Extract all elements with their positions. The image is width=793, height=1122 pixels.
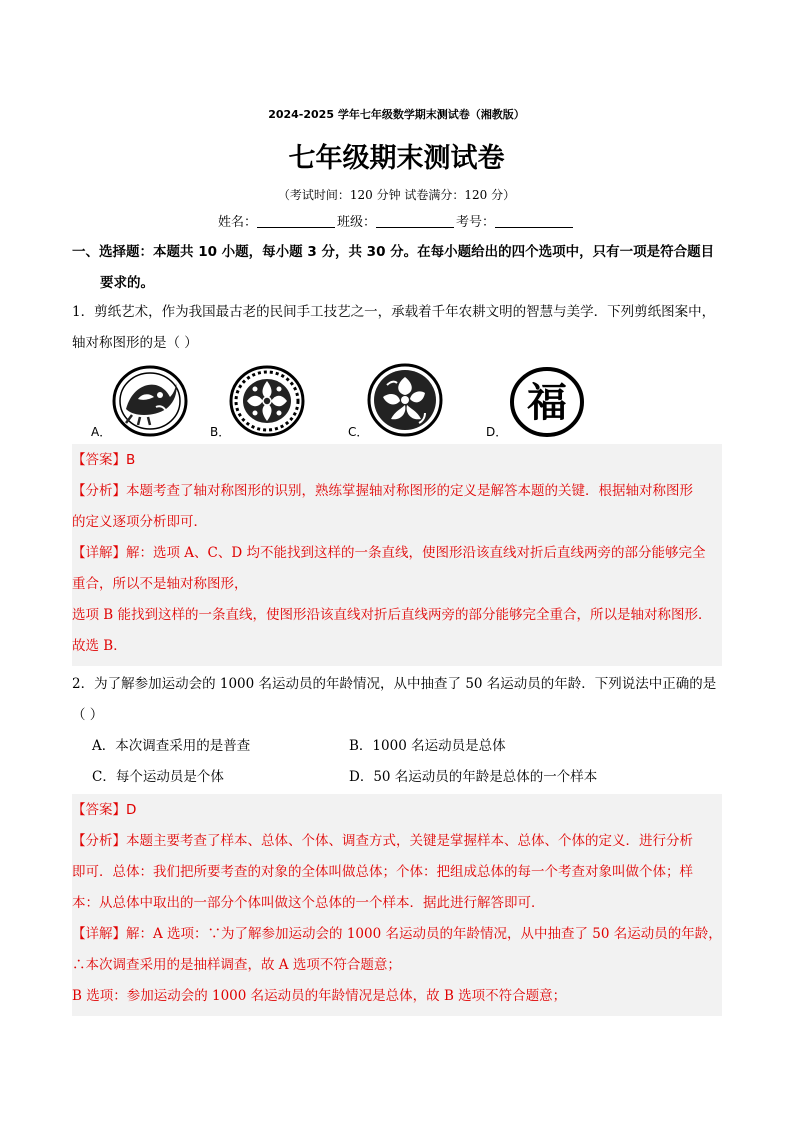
class-label: 班级：: [337, 215, 377, 230]
q2-option-c[interactable]: C．每个运动员是个体: [92, 769, 224, 785]
question-1-stem-line1: 1．剪纸艺术，作为我国最古老的民间手工技艺之一，承载着千年农耕文明的智慧与美学．下列剪纸图案中，: [72, 304, 716, 320]
q2-detail-line3: B 选项：参加运动会的 1000 名运动员的年龄情况是总体，故 B 选项不符合题意；: [72, 988, 567, 1004]
q2-detail-line2: ∴本次调查采用的是抽样调查，故 A 选项不符合题意；: [72, 957, 401, 973]
q2-option-a[interactable]: A．本次调查采用的是普查: [92, 738, 251, 754]
q2-answer-box: [72, 794, 722, 1016]
name-label: 姓名：: [218, 215, 258, 230]
exam-time-score: （考试时间：120 分钟 试卷满分：120 分）: [277, 188, 516, 202]
number-label: 考号：: [456, 215, 496, 230]
q1-detail: 【详解】解：选项 A、C、D 均不能找到这样的一条直线，使图形沿该直线对折后直线两旁的部分能够完全: [72, 545, 706, 561]
section-heading-line1: 一、选择题：本题共 10 小题，每小题 3 分，共 30 分。在每小题给出的四个选项中，只有一项是符合题目: [72, 244, 715, 260]
q1-option-c-label[interactable]: C．: [348, 425, 369, 439]
flower-papercut-icon: [367, 363, 443, 437]
q1-answer: 【答案】B: [72, 452, 136, 468]
question-1: [72, 297, 722, 359]
q2-analysis-line3: 本：从总体中取出的一部分个体叫做这个总体的一个样本．据此进行解答即可．: [72, 895, 545, 911]
question-1-stem-line2: 轴对称图形的是（ ）: [72, 335, 198, 351]
q1-analysis-cont: 的定义逐项分析即可．: [72, 514, 207, 530]
exam-title: 2024-2025 学年七年级数学期末测试卷（湘教版）: [268, 108, 525, 121]
q2-analysis: 【分析】本题主要考查了样本、总体、个体、调查方式，关键是掌握样本、总体、个体的定义．进行分析: [72, 833, 693, 849]
class-blank[interactable]: [376, 215, 454, 228]
q1-detail-line2: 重合，所以不是轴对称图形，: [72, 576, 248, 592]
q1-option-a-label[interactable]: A．: [91, 425, 112, 439]
q1-answer-box: [72, 444, 722, 666]
number-blank[interactable]: [495, 215, 573, 228]
fu-character: 福: [527, 380, 567, 426]
student-info-line: [218, 214, 575, 232]
q2-options: [72, 731, 722, 793]
q2-detail: 【详解】解：A 选项：∵为了解参加运动会的 1000 名运动员的年龄情况，从中抽查了 50 名运动员的年龄，: [72, 926, 722, 942]
q1-option-b-label[interactable]: B．: [210, 425, 231, 439]
question-2-stem-line1: 2．为了解参加运动会的 1000 名运动员的年龄情况，从中抽查了 50 名运动员的年龄．下列说法中正确的是: [72, 676, 717, 692]
section-heading-line2: 要求的。: [100, 275, 154, 291]
q2-answer: 【答案】D: [72, 802, 137, 818]
section-heading: [72, 237, 722, 299]
q2-option-d[interactable]: D．50 名运动员的年龄是总体的一个样本: [349, 769, 598, 785]
question-2: [72, 669, 722, 731]
q1-analysis: 【分析】本题考查了轴对称图形的识别，熟练掌握轴对称图形的定义是解答本题的关键．根据轴对称图形: [72, 483, 693, 499]
q2-option-b[interactable]: B．1000 名运动员是总体: [349, 738, 506, 754]
exam-subtitle-title: 七年级期末测试卷: [288, 143, 505, 174]
q1-detail-line3: 选项 B 能找到这样的一条直线，使图形沿该直线对折后直线两旁的部分能够完全重合，所以是轴对称图形．: [72, 607, 712, 623]
name-blank[interactable]: [257, 215, 335, 228]
bird-papercut-icon: [112, 365, 188, 437]
fu-papercut-icon: [509, 366, 585, 438]
q1-detail-line4: 故选 B．: [72, 638, 127, 654]
question-2-stem-line2: （ ）: [72, 707, 104, 723]
q2-analysis-line2: 即可．总体：我们把所要考查的对象的全体叫做总体；个体：把组成总体的每一个考查对象叫做个体；样: [72, 864, 693, 880]
q1-option-d-label[interactable]: D．: [486, 425, 508, 439]
floral-papercut-icon: [229, 365, 305, 437]
